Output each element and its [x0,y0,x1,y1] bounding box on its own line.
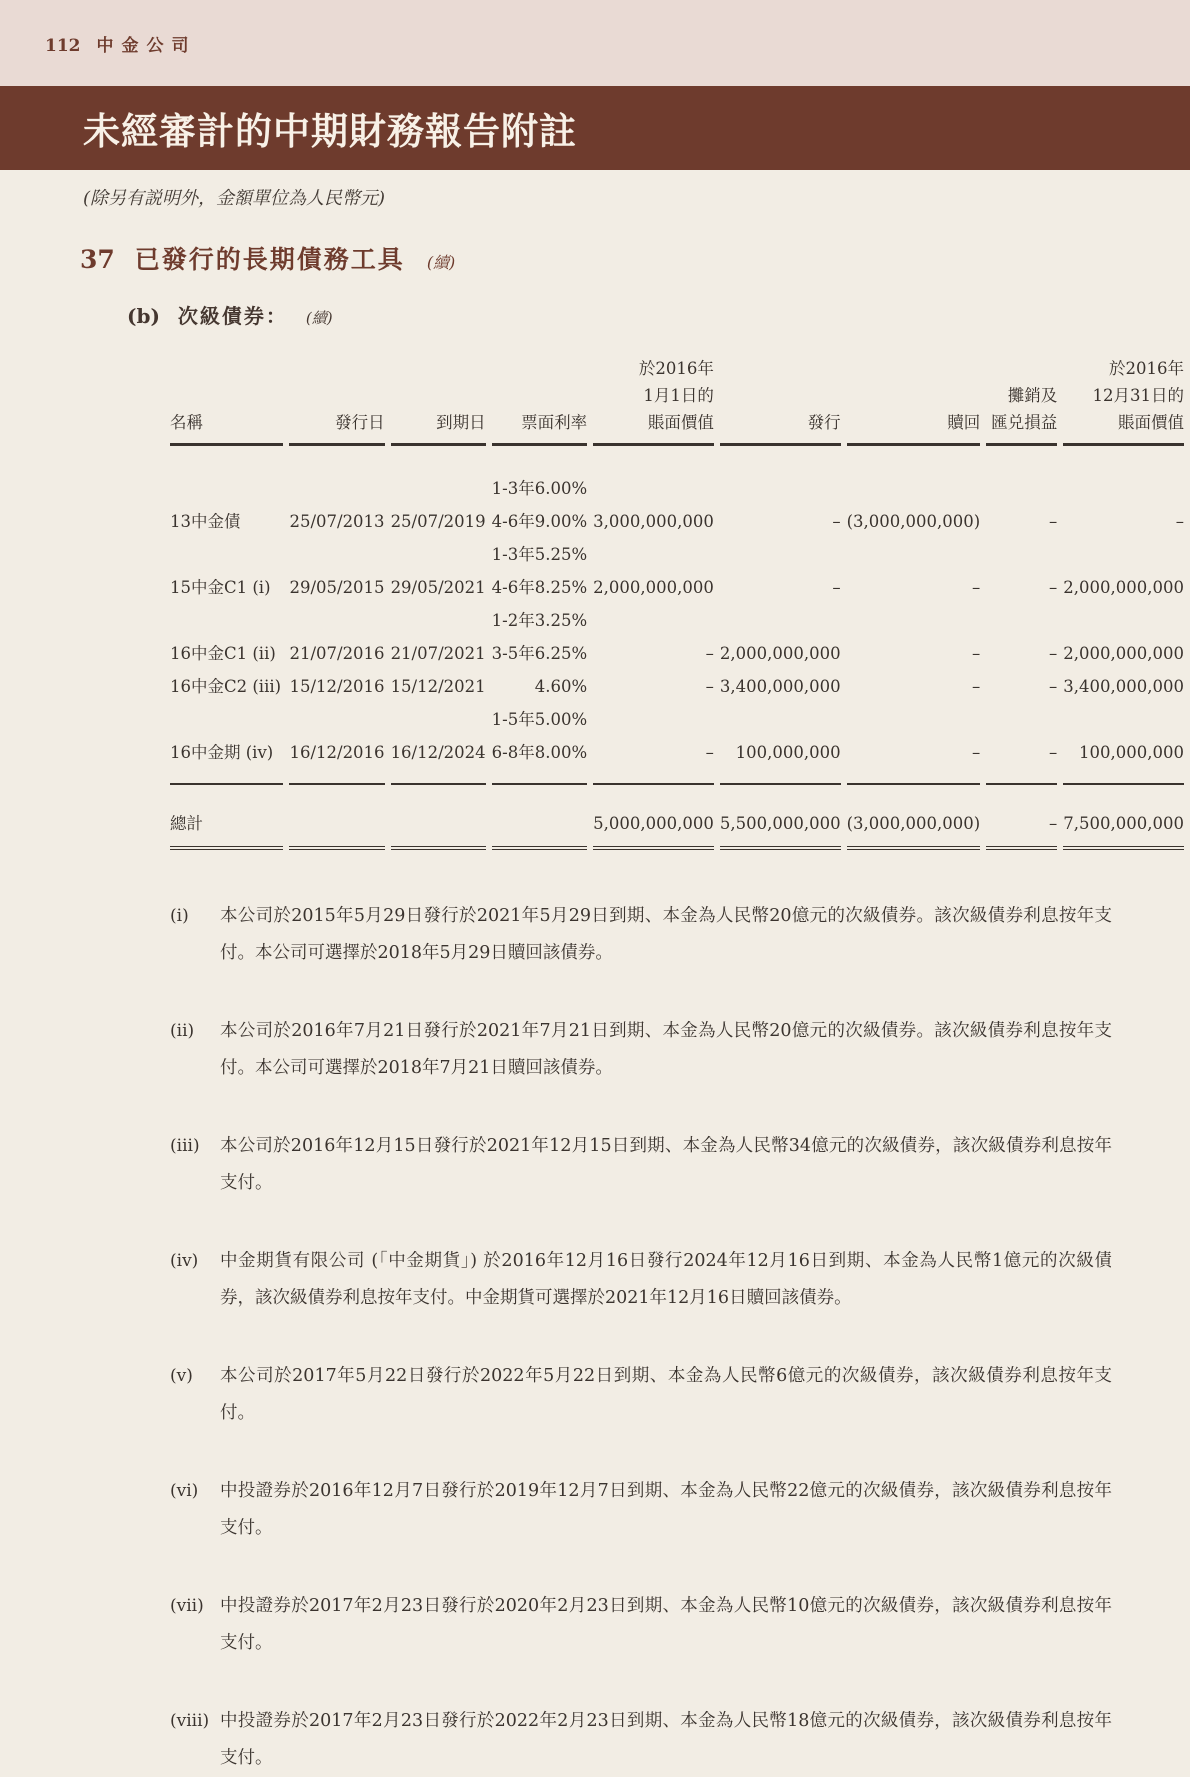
footnote-label: (vi) [170,1481,199,1501]
total-label: 總計 [170,785,283,850]
total-cell: – [986,785,1057,850]
table-cell: 16中金C1 (ii) [170,644,276,663]
column-header: 發行 [720,355,841,446]
table-cell: 4.60% [534,677,588,696]
table-cell: – [971,578,981,597]
table-cell: – [832,578,841,597]
table-cell: – [832,512,841,531]
footnote-label: (i) [170,906,189,926]
column-header: 攤銷及 匯兑損益 [986,355,1057,446]
table-cell: 13中金債 [170,512,241,531]
table-cell: 16/12/2016 [289,703,384,785]
footnote-label: (vii) [170,1596,204,1616]
section-number: 37 [80,245,115,274]
table-cell: (3,000,000,000) [846,512,981,531]
table-cell: – [1049,677,1058,696]
table-cell: – [1049,644,1058,663]
total-row [170,785,1184,850]
footnote [170,1588,1112,1662]
footnote [170,898,1112,972]
table-cell: 2,000,000,000 [593,578,714,597]
footnote-label: (iii) [170,1136,200,1156]
table-cell: – [971,644,981,663]
table-cell: 1-3年6.00% 4-6年9.00% [491,479,588,531]
section-heading [80,240,1190,276]
bonds-table [164,355,1190,850]
table-cell: 29/05/2015 [289,578,385,597]
title-banner [0,86,1190,170]
column-header: 於2016年 1月1日的 賬面價值 [593,355,714,446]
total-cell: 5,500,000,000 [720,785,841,850]
table-cell: – [986,703,1057,785]
table-cell: 100,000,000 [1063,703,1184,785]
footnote-label: (viii) [170,1711,210,1731]
total-cell [391,785,486,850]
page-title: 未經審計的中期財務報告附註 [83,109,577,153]
footnote [170,1473,1112,1547]
column-header: 到期日 [391,355,486,446]
table-cell: – [705,677,714,696]
column-header: 於2016年 12月31日的 賬面價值 [1063,355,1184,446]
table-cell: – [1049,578,1058,597]
footnote-label: (v) [170,1366,193,1386]
table-cell: – [593,703,714,785]
subsection-continued: (續) [305,309,333,327]
table-cell: 1-2年3.25% 3-5年6.25% [491,611,588,663]
section-continued: (續) [426,253,456,272]
footnote-text: 中投證券於2017年2月23日發行於2022年2月23日到期、本金為人民幣18億元的次級債券，該次級債券利息按年支付。 [220,1711,1112,1768]
currency-note: (除另有説明外，金額單位為人民幣元) [83,188,386,209]
table-cell: 100,000,000 [720,703,841,785]
total-cell: (3,000,000,000) [847,785,981,850]
page-number: 112 [45,35,81,56]
table-row [170,446,1184,538]
table-cell: 3,000,000,000 [593,512,714,531]
footnote [170,1358,1112,1432]
table-cell: – [971,677,981,696]
table-cell: 21/07/2021 [390,644,486,663]
table-cell: 15中金C1 (i) [170,578,271,597]
table-cell: – [1049,512,1058,531]
section-title: 已發行的長期債務工具 [134,245,405,274]
footnote-text: 中金期貨有限公司 (「中金期貨」) 於2016年12月16日發行2024年12月16日到期、本金為人民幣1億元的次級債券，該次級債券利息按年支付。中金期貨可選擇於2021年12月16日贖回該債券。 [220,1251,1112,1308]
footnote-text: 本公司於2015年5月29日發行於2021年5月29日到期、本金為人民幣20億元的次級債券。該次級債券利息按年支付。本公司可選擇於2018年5月29日贖回該債券。 [220,906,1112,963]
table-row [170,538,1184,604]
subsection-heading [127,300,1190,329]
table-row [170,604,1184,670]
column-header: 贖回 [847,355,981,446]
table-cell: 21/07/2016 [289,644,385,663]
table-cell: 25/07/2013 [289,512,385,531]
table-cell: 15/12/2016 [289,677,385,696]
footnote-text: 中投證券於2016年12月7日發行於2019年12月7日到期、本金為人民幣22億元的次級債券，該次級債券利息按年支付。 [220,1481,1112,1538]
table-cell: 1-3年5.25% 4-6年8.25% [491,545,588,597]
total-cell: 5,000,000,000 [593,785,714,850]
footnote-text: 本公司於2017年5月22日發行於2022年5月22日到期、本金為人民幣6億元的次級債券，該次級債券利息按年支付。 [220,1366,1112,1423]
footnote-label: (iv) [170,1251,199,1271]
table-cell: 2,000,000,000 [1063,644,1184,663]
table-cell: 16/12/2024 [391,703,486,785]
footnote [170,1128,1112,1202]
page-header-strip [0,0,1190,86]
footnote-text: 本公司於2016年7月21日發行於2021年7月21日到期、本金為人民幣20億元的次級債券。該次級債券利息按年支付。本公司可選擇於2018年7月21日贖回該債券。 [220,1021,1112,1078]
table-row [170,670,1184,703]
table-cell: 3,400,000,000 [719,677,841,696]
total-cell: 7,500,000,000 [1063,785,1184,850]
table-cell: 25/07/2019 [390,512,486,531]
footnote-text: 本公司於2016年12月15日發行於2021年12月15日到期、本金為人民幣34億元的次級債券，該次級債券利息按年支付。 [220,1136,1112,1193]
table-cell: 29/05/2021 [390,578,486,597]
table-row [170,703,1184,785]
bonds-table-body [170,446,1184,850]
table-cell: 15/12/2021 [390,677,486,696]
table-cell: 3,400,000,000 [1063,677,1184,696]
table-cell: 1-5年5.00% 6-8年8.00% [492,703,588,785]
subsection-label: (b) [127,304,160,328]
footnotes [170,898,1112,1777]
table-cell: – [705,644,714,663]
page-header [45,31,197,56]
footnote-label: (ii) [170,1021,195,1041]
footnote [170,1703,1112,1777]
total-cell [492,785,588,850]
column-header: 發行日 [289,355,384,446]
footnote [170,1013,1112,1087]
footnote-text: 中投證券於2017年2月23日發行於2020年2月23日到期、本金為人民幣10億元的次級債券，該次級債券利息按年支付。 [220,1596,1112,1653]
table-cell: 16中金期 (iv) [170,703,283,785]
table-cell: 2,000,000,000 [719,644,841,663]
table-cell: 16中金C2 (iii) [170,677,282,696]
company-name: 中金公司 [96,35,197,56]
column-header: 票面利率 [492,355,588,446]
column-header: 名稱 [170,355,283,446]
bonds-table-head [170,355,1184,446]
table-cell: 2,000,000,000 [1063,578,1184,597]
total-cell [289,785,384,850]
table-cell: – [847,703,981,785]
footnote [170,1243,1112,1317]
subsection-title: 次級債券： [177,304,288,328]
table-cell: – [1175,512,1184,531]
